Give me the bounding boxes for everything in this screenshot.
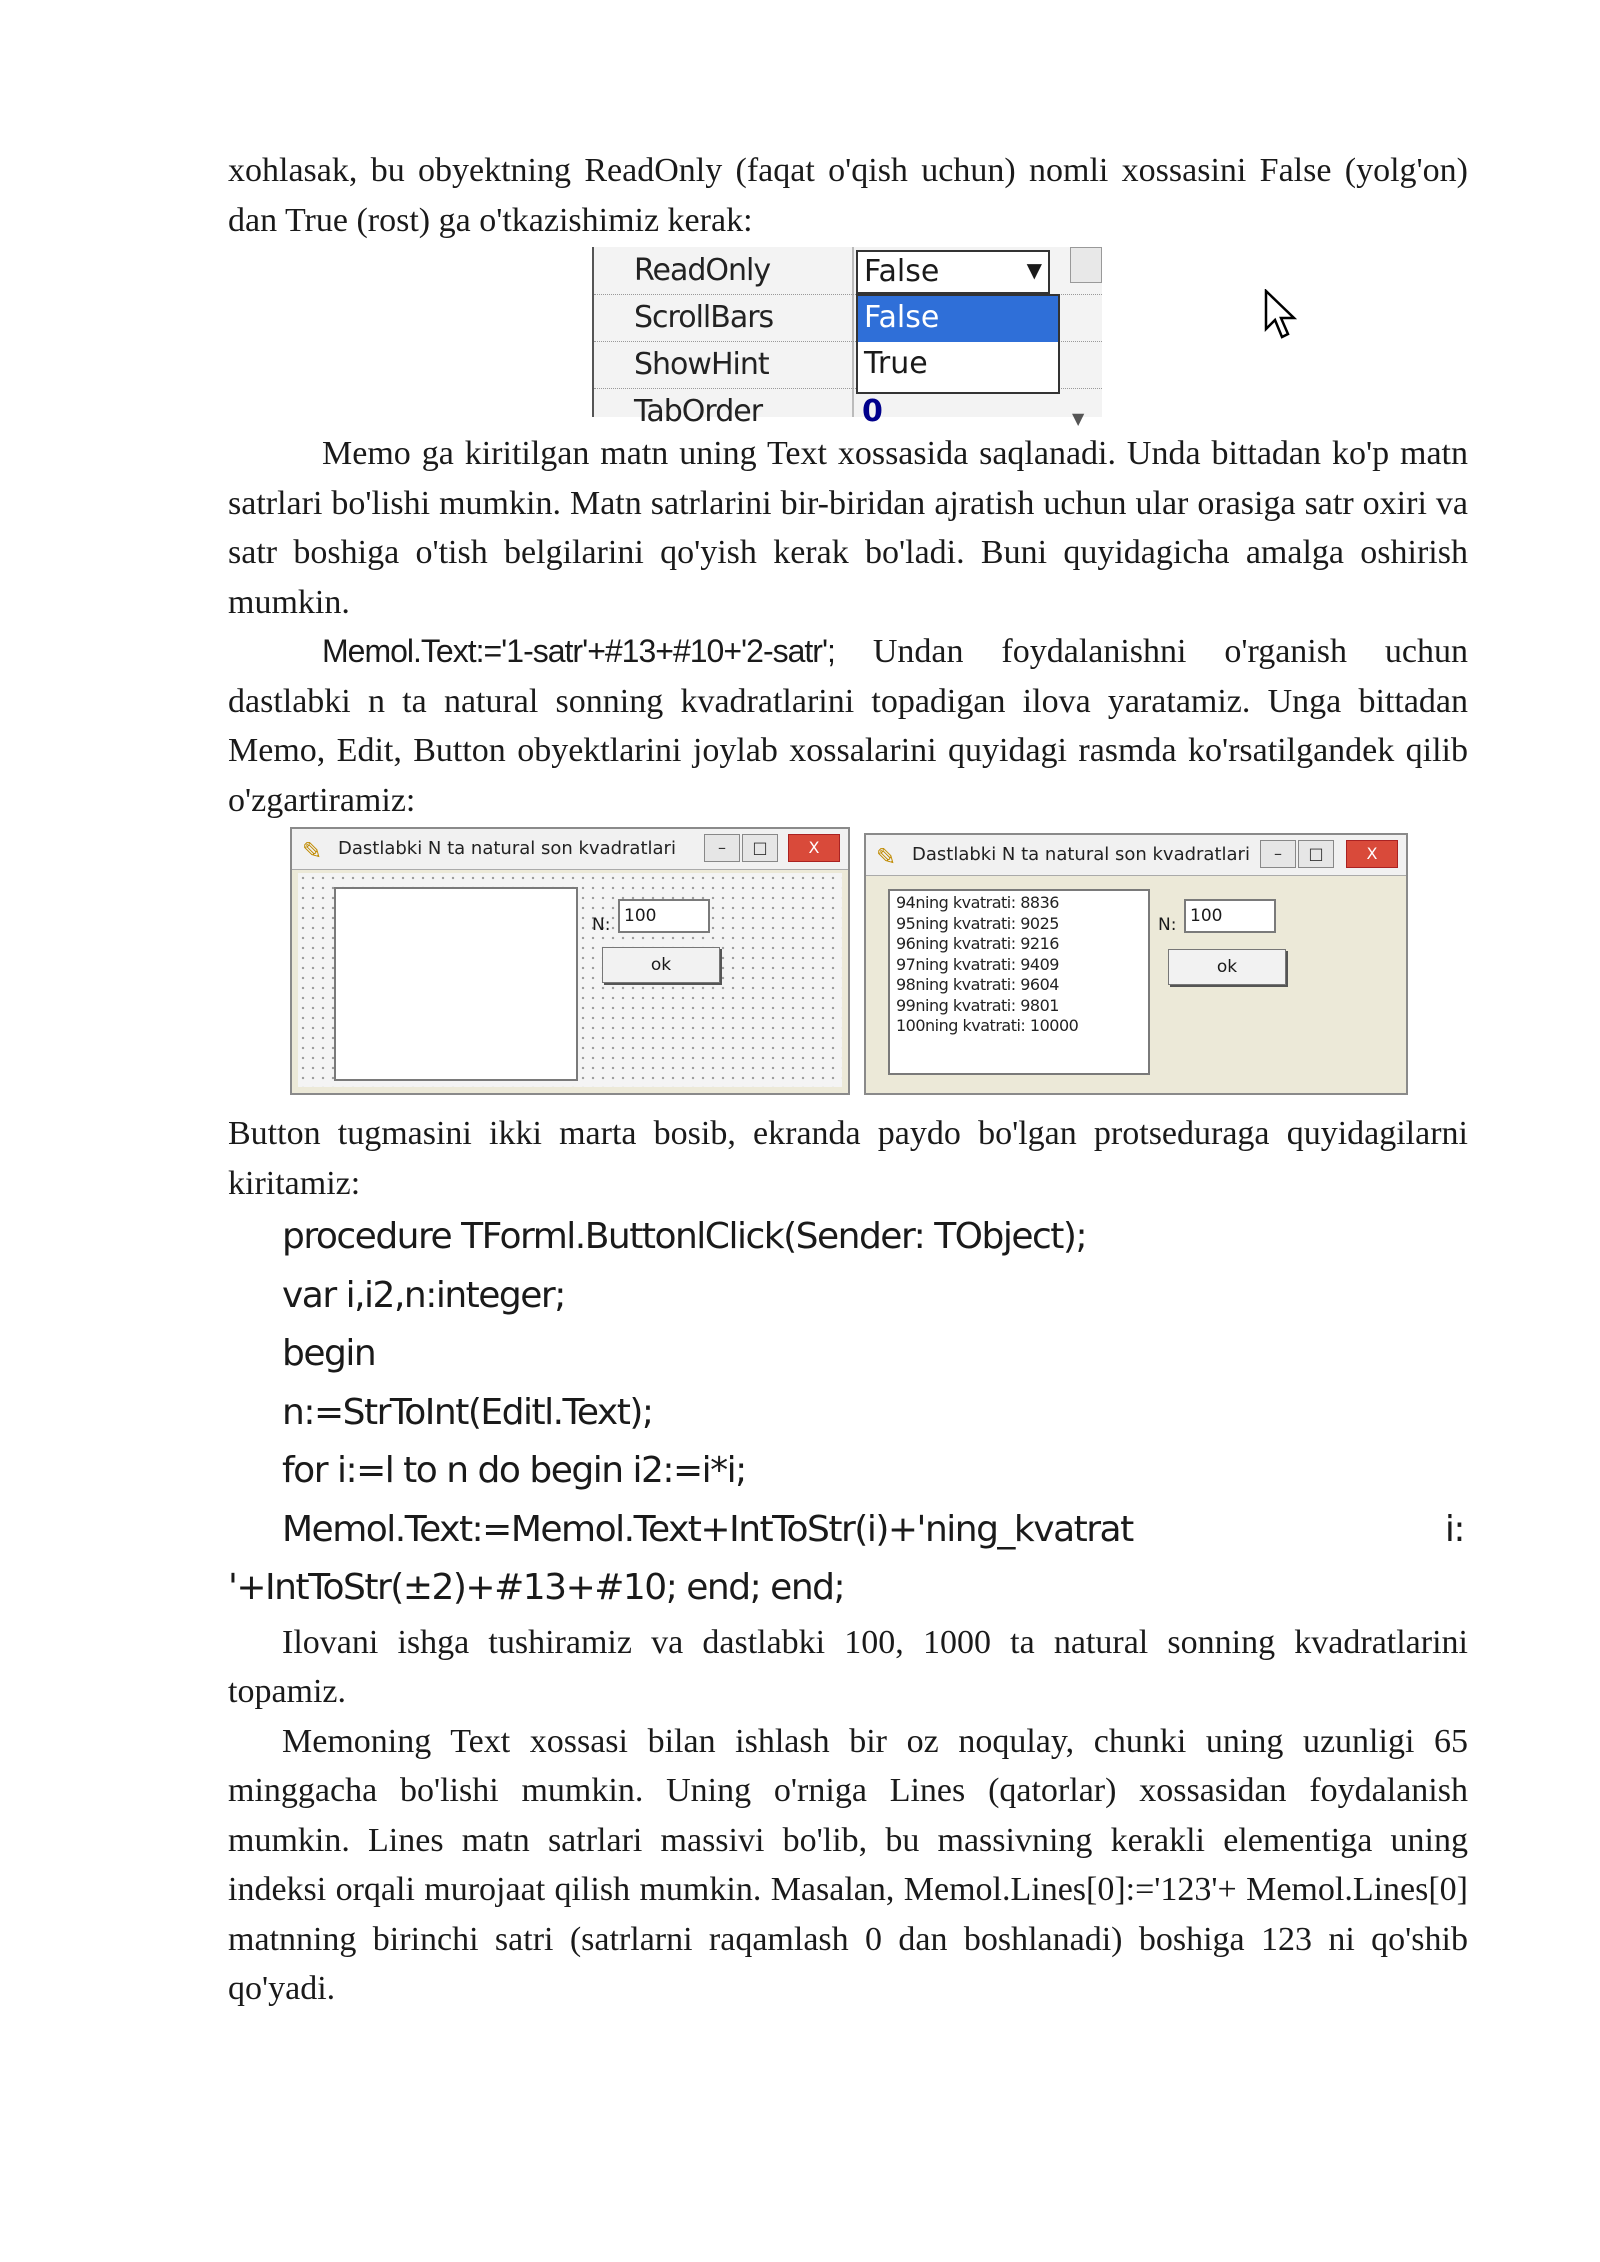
memo-line: 96ning kvatrati: 9216: [896, 934, 1059, 953]
scrollbar-thumb[interactable]: [1070, 247, 1102, 283]
property-name: ShowHint: [634, 347, 769, 382]
form-client-area: [872, 879, 1400, 1087]
window-title: Dastlabki N ta natural son kvadratlari: [912, 844, 1250, 865]
paragraph-memo-text: Memo ga kiritilgan matn uning Text xossasida saqlanadi. Unda bittadan ko'p matn satrlari bo'lishi mumkin. Matn satrlarini bir-biridan ajratish uchun ular orasiga satr oxiri va satr boshiga o'tish belgilarini qo'yish kerak bo'ladi. Buni quyidagicha amalga oshirish mumkin.: [228, 435, 1468, 621]
property-name: ReadOnly: [634, 253, 771, 288]
label-n: N:: [1158, 915, 1177, 935]
code-line: '+IntToStr(±2)+#13+#10; end; end;: [228, 1567, 845, 1608]
paragraph-button-intro: Button tugmasini ikki marta bosib, ekranda paydo bo'lgan protseduraga quyidagilarni kiritamiz:: [228, 1115, 1468, 1202]
document-page: [228, 146, 1468, 2014]
option-true[interactable]: True: [864, 346, 928, 381]
ok-button[interactable]: ok: [1168, 949, 1286, 985]
code-line: var i,i2,n:integer;: [282, 1274, 565, 1316]
label-n: N:: [592, 915, 611, 935]
figure-property-inspector: [228, 247, 1468, 429]
paragraph-run-app: Ilovani ishga tushiramiz va dastlabki 100, 1000 ta natural sonning kvadratlarini topamiz.: [228, 1623, 1468, 1710]
title-bar: [866, 835, 1406, 876]
edit-field[interactable]: 100: [1184, 899, 1276, 933]
form-run-window: [864, 833, 1408, 1095]
property-name: ScrollBars: [634, 300, 774, 335]
code-line: Memol.Text:=Memol.Text+IntToStr(i)+'ning_kvatrat i:: [282, 1508, 1464, 1550]
mouse-pointer-icon: [1264, 289, 1304, 341]
combobox-value: False: [864, 254, 940, 289]
title-bar: [292, 829, 848, 870]
memo-output[interactable]: [888, 889, 1150, 1075]
code-line: begin: [282, 1333, 376, 1374]
close-button[interactable]: X: [788, 834, 840, 862]
edit-field[interactable]: 100: [618, 899, 710, 933]
window-title: Dastlabki N ta natural son kvadratlari: [338, 838, 676, 859]
inspector-row-readonly[interactable]: [594, 247, 1102, 295]
close-button[interactable]: X: [1346, 840, 1398, 868]
maximize-button[interactable]: □: [742, 834, 778, 862]
app-icon: ✎: [302, 837, 323, 865]
minimize-button[interactable]: –: [1260, 840, 1296, 868]
minimize-button[interactable]: –: [704, 834, 740, 862]
app-icon: ✎: [876, 843, 897, 871]
dropdown-list: [856, 294, 1060, 394]
taborder-value: 0: [862, 394, 883, 429]
maximize-button[interactable]: □: [1298, 840, 1334, 868]
readonly-combobox[interactable]: [856, 250, 1050, 294]
code-line: for i:=l to n do begin i2:=i*i;: [282, 1450, 746, 1491]
figure-forms: [228, 827, 1468, 1105]
code-line: procedure TForml.ButtonlClick(Sender: TObject);: [282, 1216, 1087, 1257]
paragraph-lines-property: Memoning Text xossasi bilan ishlash bir oz noqulay, chunki uning uzunligi 65 minggacha bo'lishi mumkin. Uning o'rniga Lines (qatorlar) xossasidan foydalanish mumkin. Lines matn satrlari massivi bo'lib, bu massivning kerakli elementiga uning indeksi orqali murojaat qilish mumkin. Masalan, Memol.Lines[0]:='123'+ Memol.Lines[0] matnning birinchi satri (satrlarni raqamlash 0 dan boshlanadi) boshiga 123 ni qo'shib qo'yadi.: [228, 1722, 1468, 2007]
chevron-down-icon[interactable]: ▼: [1026, 258, 1042, 282]
memo-box[interactable]: [334, 887, 578, 1081]
property-name: TabOrder: [634, 394, 763, 429]
memo-line: 98ning kvatrati: 9604: [896, 975, 1059, 994]
ok-button[interactable]: ok: [602, 947, 720, 983]
memo-line: 94ning kvatrati: 8836: [896, 893, 1059, 912]
form-design-window: [290, 827, 850, 1095]
object-inspector: [592, 247, 1102, 429]
chevron-down-icon[interactable]: ▼: [1072, 409, 1085, 428]
inline-code: Memol.Text:='1-satr'+#13+#10+'2-satr';: [322, 633, 835, 669]
code-block: [228, 1208, 1468, 1618]
option-false[interactable]: False: [858, 296, 1058, 342]
memo-line: 100ning kvatrati: 10000: [896, 1016, 1079, 1035]
paragraph-memo-example: Memol.Text:='1-satr'+#13+#10+'2-satr'; Undan foydalanishni o'rganish uchun dastlabki n ta natural sonning kvadratlarini topadigan ilova yaratamiz. Unga bittadan Memo, Edit, Button obyektlarini joylab xossalarini quyidagi rasmda ko'rsatilgandek qilib o'zgartiramiz:: [228, 633, 1468, 819]
code-line: n:=StrToInt(Editl.Text);: [282, 1391, 653, 1433]
paragraph-readonly-intro: xohlasak, bu obyektning ReadOnly (faqat o'qish uchun) nomli xossasini False (yolg'on) dan True (rost) ga o'tkazishimiz kerak:: [228, 152, 1468, 239]
memo-line: 99ning kvatrati: 9801: [896, 995, 1059, 1015]
inspector-row-taborder[interactable]: [594, 388, 1102, 435]
form-client-area: [298, 873, 842, 1087]
memo-line: 97ning kvatrati: 9409: [896, 954, 1059, 974]
memo-line: 95ning kvatrati: 9025: [896, 913, 1059, 933]
